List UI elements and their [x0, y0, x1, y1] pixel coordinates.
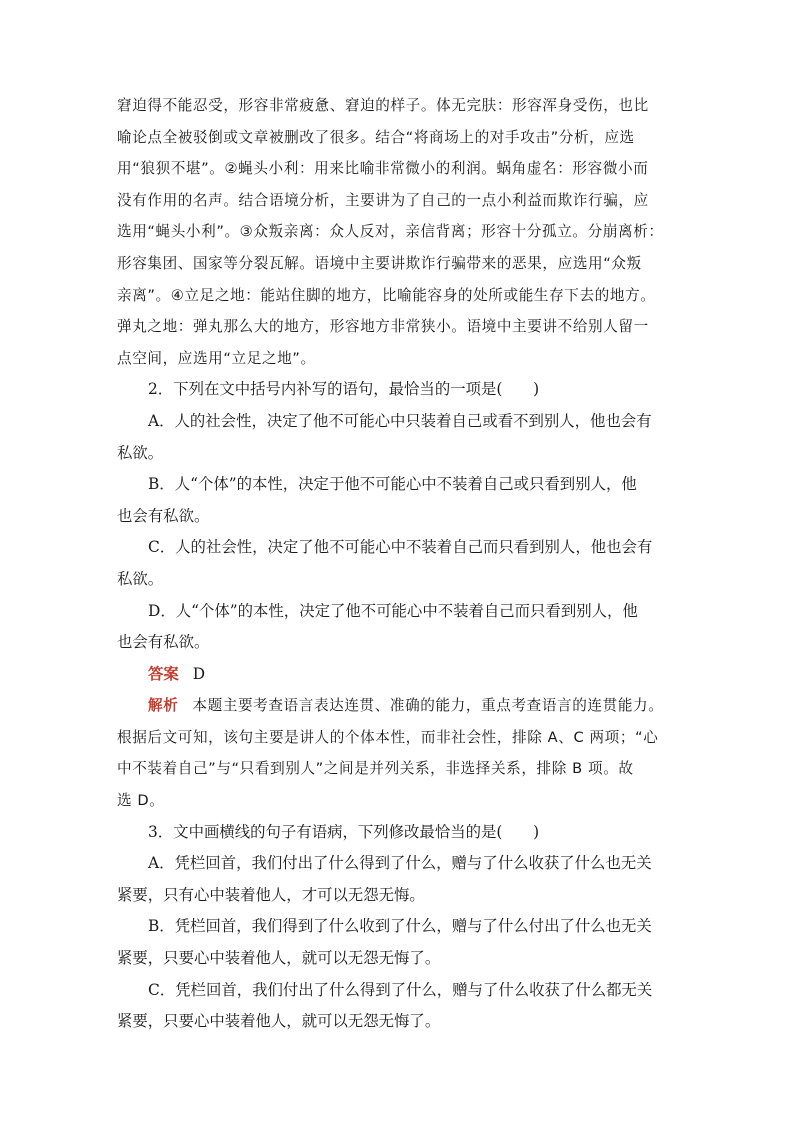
analysis-text: 中不装着自己”与“只看到别人”之间是并列关系，非选择关系，排除 B 项。故 — [117, 760, 634, 778]
text-line: 用“狼狈不堪”。②蝇头小利：用来比喻非常微小的利润。蜗角虚名：形容微小而 — [117, 160, 649, 178]
option-d: D．人“个体”的本性，决定了他不可能心中不装着自己而只看到别人，他 — [148, 601, 638, 620]
analysis-label: 解析 — [148, 697, 179, 715]
page-content — [117, 90, 677, 1038]
text-line: 没有作用的名声。结合语境分析，主要讲为了自己的一点小利益而欺诈行骗，应 — [117, 191, 649, 209]
option-b-cont: 也会有私欲。 — [117, 506, 210, 525]
answer-label: 答案 — [148, 664, 179, 683]
option-a-cont: 私欲。 — [117, 443, 164, 462]
option-d-cont: 也会有私欲。 — [117, 633, 210, 652]
analysis-line — [117, 690, 677, 722]
option-c-cont: 紧要，只要心中装着他人，就可以无怨无悔了。 — [117, 1012, 441, 1031]
analysis-text: 根据后文可知，该句主要是讲人的个体本性，而非社会性，排除 A、C 两项；“心 — [117, 728, 659, 746]
option-a: A．人的社会性，决定了他不可能心中只装着自己或看不到别人，他也会有 — [148, 411, 652, 430]
option-c-cont: 私欲。 — [117, 569, 164, 588]
text-line: 窘迫得不能忍受，形容非常疲惫、窘迫的样子。体无完肤：形容浑身受伤，也比 — [117, 97, 649, 114]
text-line: 亲离”。④立足之地：能站住脚的地方，比喻能容身的处所或能生存下去的地方。 — [117, 286, 656, 304]
text-line: 点空间，应选用“立足之地”。 — [117, 349, 316, 367]
question-stem: 2．下列在文中括号内补写的语句，最恰当的一项是( ) — [148, 380, 540, 399]
question-2 — [117, 374, 677, 816]
option-c: C．人的社会性，决定了他不可能心中不装着自己而只看到别人，他也会有 — [148, 538, 653, 557]
question-stem: 3．文中画横线的句子有语病，下列修改最恰当的是( ) — [148, 822, 540, 841]
text-line: 弹丸之地：弹丸那么大的地方，形容地方非常狭小。语境中主要讲不给别人留一 — [117, 318, 649, 336]
analysis-text: 选 D。 — [117, 792, 165, 810]
option-a-cont: 紧要，只有心中装着他人，才可以无怨无悔。 — [117, 885, 425, 904]
analysis-text: 本题主要考查语言表达连贯、准确的能力，重点考查语言的连贯能力。 — [192, 697, 664, 715]
option-c: C．凭栏回首，我们付出了什么得到了什么，赠与了什么收获了什么都无关 — [148, 980, 653, 999]
answer-line — [117, 659, 677, 691]
option-a: A．凭栏回首，我们付出了什么得到了什么，赠与了什么收获了什么也无关 — [148, 854, 652, 873]
text-line: 选用“蝇头小利”。③众叛亲离：众人反对，亲信背离；形容十分孤立。分崩离析： — [117, 223, 664, 241]
option-b-cont: 紧要，只要心中装着他人，就可以无怨无悔了。 — [117, 949, 441, 968]
option-b: B．人“个体”的本性，决定于他不可能心中不装着自己或只看到别人，他 — [148, 475, 637, 494]
text-line: 形容集团、国家等分裂瓦解。语境中主要讲欺诈行骗带来的恶果，应选用“众叛 — [117, 254, 642, 272]
answer-value: D — [192, 664, 206, 683]
text-line: 喻论点全被驳倒或文章被删改了很多。结合“将商场上的对手攻击”分析，应选 — [117, 128, 635, 146]
option-b: B．凭栏回首，我们得到了什么收到了什么，赠与了什么付出了什么也无关 — [148, 917, 652, 936]
explanation-block — [117, 90, 677, 374]
question-3 — [117, 817, 677, 1038]
